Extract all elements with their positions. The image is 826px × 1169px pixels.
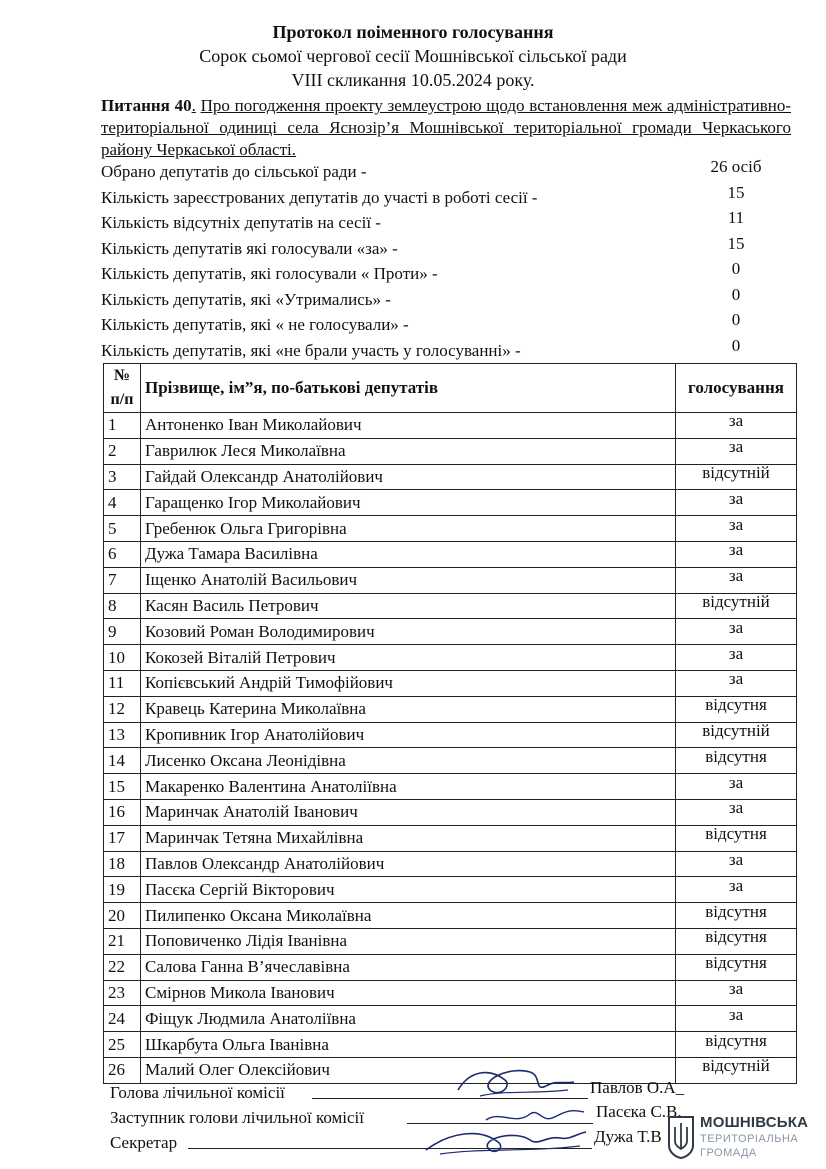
watermark-line3: ГРОМАДА <box>700 1147 757 1159</box>
row-number: 5 <box>104 516 141 542</box>
roll-call-table <box>103 363 797 1084</box>
deputy-name: Поповиченко Лідія Іванівна <box>141 928 676 954</box>
row-number: 19 <box>104 877 141 903</box>
row-number: 24 <box>104 1006 141 1032</box>
deputy-name: Малий Олег Олексійович <box>141 1057 676 1083</box>
vote-value: відсутній <box>676 718 797 744</box>
row-number: 11 <box>104 670 141 696</box>
row-number: 20 <box>104 903 141 929</box>
watermark-line1: МОШНІВСЬКА <box>700 1114 809 1131</box>
deputy-name: Гайдай Олександр Анатолійович <box>141 464 676 490</box>
stat-label: Кількість депутатів, які « не голосували» - <box>101 315 409 334</box>
deputy-name: Копієвський Андрій Тимофійович <box>141 670 676 696</box>
row-number: 8 <box>104 593 141 619</box>
row-number: 4 <box>104 490 141 516</box>
deputy-name: Фіщук Людмила Анатоліївна <box>141 1006 676 1032</box>
row-number: 6 <box>104 541 141 567</box>
signature-role-deputy: Заступник голови лічильної комісії <box>110 1108 365 1127</box>
deputy-name: Пилипенко Оксана Миколаївна <box>141 903 676 929</box>
vote-value: за <box>676 434 797 460</box>
vote-value: за <box>676 795 797 821</box>
question-block: Питання 40. Про погодження проекту землеустрою щодо встановлення меж адміністративно-територіальної одиниці села Яснозір’я Мошнівської територіальної громади Черкаського району Черкаської області. <box>101 96 791 159</box>
row-number: 1 <box>104 413 141 439</box>
row-number: 18 <box>104 851 141 877</box>
stat-value: 11 <box>727 208 745 227</box>
vote-value: за <box>676 563 797 589</box>
deputy-name: Кропивник Ігор Анатолійович <box>141 722 676 748</box>
row-number: 15 <box>104 774 141 800</box>
vote-value: відсутня <box>676 744 797 770</box>
vote-value: за <box>676 409 797 435</box>
vote-value: за <box>676 1002 797 1028</box>
stat-value: 0 <box>731 310 741 329</box>
header-name: Прізвище, ім”я, по-батькові депутатів <box>141 364 676 413</box>
vote-value: за <box>676 847 797 873</box>
vote-value: відсутня <box>676 899 797 925</box>
deputy-name: Гаврилюк Леся Миколаївна <box>141 438 676 464</box>
question-label: Питання 40 <box>101 96 192 115</box>
row-number: 13 <box>104 722 141 748</box>
stat-label: Кількість зареєстрованих депутатів до участі в роботі сесії - <box>101 187 538 207</box>
deputy-name: Гаращенко Ігор Миколайович <box>141 490 676 516</box>
deputy-name: Маринчак Анатолій Іванович <box>141 799 676 825</box>
vote-value: за <box>676 641 797 667</box>
row-number: 9 <box>104 619 141 645</box>
deputy-name: Антоненко Іван Миколайович <box>141 413 676 439</box>
vote-value: відсутня <box>676 692 797 718</box>
vote-value: за <box>676 537 797 563</box>
vote-value: за <box>676 512 797 538</box>
vote-value: відсутній <box>676 460 797 486</box>
vote-value: відсутній <box>676 1053 797 1079</box>
vote-value: за <box>676 873 797 899</box>
stat-label: Кількість депутатів, які «Утримались» - <box>101 289 391 309</box>
question-text: Про погодження проекту землеустрою щодо встановлення меж адміністративно-територіальної одиниці села Яснозір’я Мошнівської територіальної громади Черкаського району Черкаської області. <box>101 96 791 159</box>
signature-role-chair: Голова лічильної комісії <box>110 1083 285 1102</box>
deputy-name: Шкарбута Ольга Іванівна <box>141 1032 676 1058</box>
vote-value: за <box>676 976 797 1002</box>
deputy-name: Іщенко Анатолій Васильович <box>141 567 676 593</box>
row-number: 14 <box>104 748 141 774</box>
row-number: 2 <box>104 438 141 464</box>
deputy-name: Павлов Олександр Анатолійович <box>141 851 676 877</box>
header-number: № п/п <box>104 364 141 413</box>
vote-statistics <box>101 157 791 366</box>
row-number: 23 <box>104 980 141 1006</box>
stat-value: 26 осіб <box>710 157 762 176</box>
header-vote: голосування <box>676 364 797 413</box>
document-title: Протокол поіменного голосування <box>272 22 554 42</box>
document-subtitle-session: Сорок сьомої чергової сесії Мошнівської сільської ради <box>199 46 627 66</box>
row-number: 7 <box>104 567 141 593</box>
handwritten-signature-chair <box>450 1060 580 1104</box>
stat-value: 15 <box>727 182 745 202</box>
signature-role-secretary: Секретар <box>110 1133 178 1152</box>
deputy-name: Кравець Катерина Миколаївна <box>141 696 676 722</box>
community-watermark <box>666 1113 826 1165</box>
row-number: 10 <box>104 645 141 671</box>
deputy-name: Гребенюк Ольга Григорівна <box>141 516 676 542</box>
row-number: 22 <box>104 954 141 980</box>
deputy-name: Козовий Роман Володимирович <box>141 619 676 645</box>
vote-value: за <box>676 615 797 641</box>
stat-label: Обрано депутатів до сільської ради - <box>101 162 367 181</box>
vote-value: відсутня <box>676 1028 797 1054</box>
vote-value: відсутня <box>676 924 797 950</box>
deputy-name: Салова Ганна В’ячеславівна <box>141 954 676 980</box>
stat-value: 0 <box>731 284 741 304</box>
deputy-name: Макаренко Валентина Анатоліївна <box>141 774 676 800</box>
document-subtitle-date: VIII скликання 10.05.2024 року. <box>291 70 535 90</box>
row-number: 26 <box>104 1057 141 1083</box>
vote-value: відсутня <box>676 950 797 976</box>
row-number: 21 <box>104 928 141 954</box>
vote-value: за <box>676 486 797 512</box>
stat-label: Кількість депутатів які голосували «за» - <box>101 238 398 258</box>
deputy-name: Маринчак Тетяна Михайлівна <box>141 825 676 851</box>
vote-value: за <box>676 666 797 692</box>
row-number: 25 <box>104 1032 141 1058</box>
row-number: 3 <box>104 464 141 490</box>
stat-value: 0 <box>731 335 741 355</box>
row-number: 17 <box>104 825 141 851</box>
vote-value: відсутня <box>676 821 797 847</box>
vote-value: відсутній <box>676 589 797 615</box>
stat-value: 15 <box>727 233 745 253</box>
vote-value: за <box>676 770 797 796</box>
signature-name-secretary: Дужа Т.В <box>594 1127 662 1146</box>
deputy-name: Кокозей Віталій Петрович <box>141 645 676 671</box>
stat-label: Кількість відсутніх депутатів на сесії - <box>101 213 381 232</box>
row-number: 12 <box>104 696 141 722</box>
handwritten-signature-secretary <box>420 1120 590 1160</box>
deputy-name: Касян Василь Петрович <box>141 593 676 619</box>
stat-label: Кількість депутатів, які голосували « Проти» - <box>101 264 438 283</box>
signature-name-chair: Павлов О.А_ <box>590 1078 685 1097</box>
stat-label: Кількість депутатів, які «не брали участь у голосуванні» - <box>101 340 521 360</box>
deputy-name: Пасєка Сергій Вікторович <box>141 877 676 903</box>
deputy-name: Дужа Тамара Василівна <box>141 541 676 567</box>
deputy-name: Смірнов Микола Іванович <box>141 980 676 1006</box>
watermark-line2: ТЕРИТОРІАЛЬНА <box>700 1133 799 1145</box>
trident-icon <box>666 1115 696 1159</box>
deputy-name: Лисенко Оксана Леонідівна <box>141 748 676 774</box>
row-number: 16 <box>104 799 141 825</box>
table-header-row <box>104 364 797 413</box>
table-body <box>104 413 797 1084</box>
stat-value: 0 <box>731 259 741 278</box>
signature-name-deputy: Пасєка С.В. <box>596 1102 682 1121</box>
